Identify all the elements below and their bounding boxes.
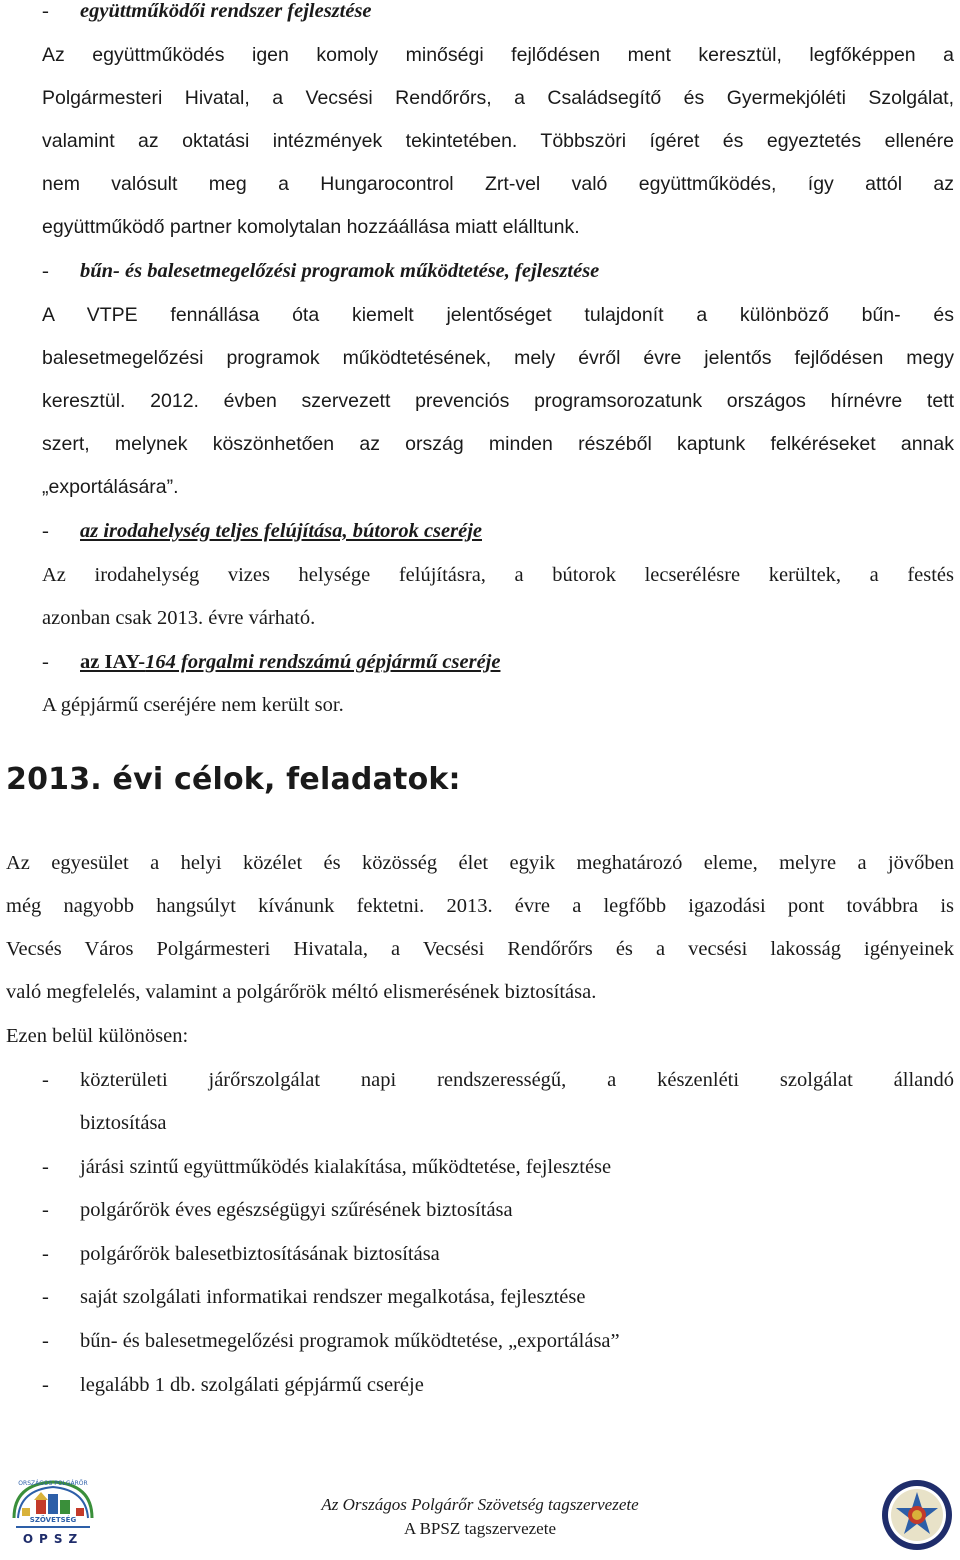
heading-text: együttműködői rendszer fejlesztése <box>80 0 372 22</box>
logo-top-text: ORSZÁGOS POLGÁRŐR <box>18 1480 88 1487</box>
list-intro: Ezen belül különösen: <box>6 1025 189 1047</box>
section-title: 2013. évi célok, feladatok: <box>6 762 461 797</box>
para-line: balesetmegelőzési programok működtetésének, mely évről évre jelentős fejlődésen megy <box>42 347 954 369</box>
logo-acronym: OPSZ <box>22 1532 84 1546</box>
dash: - <box>42 0 49 22</box>
heading-prefix: az IAY- <box>80 651 146 673</box>
para-line: együttműködő partner komolytalan hozzáállása miatt elálltunk. <box>42 216 580 238</box>
para-line: keresztül. 2012. évben szervezett prevenciós programsorozatunk országos hírnévre tett <box>42 390 954 412</box>
list-dash: - <box>42 1199 49 1221</box>
list-item-text: bűn- és balesetmegelőzési programok működtetése, „exportálása” <box>80 1330 620 1352</box>
list-dash: - <box>42 1243 49 1265</box>
list-item <box>42 1239 954 1269</box>
footer-line-1: Az Országos Polgárőr Szövetség tagszervezete <box>321 1495 639 1514</box>
dash: - <box>42 520 49 542</box>
list-item <box>42 1065 954 1138</box>
list-item-text: polgárőrök éves egészségügyi szűrésének biztosítása <box>80 1199 513 1221</box>
list-dash: - <box>42 1286 49 1308</box>
list-item-text: polgárőrök balesetbiztosításának biztosítása <box>80 1243 440 1265</box>
para-line: Az egyesület a helyi közélet és közösség élet egyik meghatározó eleme, melyre a jövőben <box>6 852 954 874</box>
para-line: azonban csak 2013. évre várható. <box>42 607 316 629</box>
para-line: Az irodahelység vizes helysége felújításra, a bútorok lecserélésre kerültek, a festés <box>42 564 954 586</box>
heading-text: bűn- és balesetmegelőzési programok működtetése, fejlesztése <box>80 260 600 282</box>
para-line: A gépjármű cseréjére nem került sor. <box>42 694 344 716</box>
footer-line-2: A BPSZ tagszervezete <box>403 1519 556 1538</box>
list-item-text: biztosítása <box>80 1112 167 1134</box>
dash: - <box>42 260 49 282</box>
list-item-text: saját szolgálati informatikai rendszer megalkotása, fejlesztése <box>80 1286 586 1308</box>
list-item <box>42 1370 954 1400</box>
list-dash: - <box>42 1330 49 1352</box>
heading-prevention <box>42 256 954 286</box>
para-line: valamint az oktatási intézmények tekintetében. Többszöri ígéret és egyeztetés ellenére <box>42 130 954 152</box>
para-line: „exportálására”. <box>42 476 179 498</box>
logo-mid-text: SZÖVETSÉG <box>29 1516 77 1524</box>
heading-text: 164 forgalmi rendszámú gépjármű cseréje <box>145 651 501 673</box>
heading-office <box>42 516 954 546</box>
heading-cooperation <box>42 0 954 26</box>
list-item-text: járási szintű együttműködés kialakítása, működtetése, fejlesztése <box>80 1156 612 1178</box>
para-line: Vecsés Város Polgármesteri Hivatala, a Vecsési Rendőrőrs és a vecsési lakosság igényeinek <box>6 938 954 960</box>
list-item <box>42 1282 954 1312</box>
polgarorseg-seal-logo <box>880 1478 954 1552</box>
list-item <box>42 1195 954 1225</box>
para-line: Az együttműködés igen komoly minőségi fejlődésen ment keresztül, legfőképpen a <box>42 44 954 66</box>
para-line: még nagyobb hangsúlyt kívánunk fektetni. 2013. évre a legfőbb igazodási pont továbbra is <box>6 895 954 917</box>
heading-vehicle <box>42 647 954 677</box>
heading-text: az irodahelység teljes felújítása, bútorok cseréje <box>80 520 482 542</box>
list-item <box>42 1152 954 1182</box>
para-line: A VTPE fennállása óta kiemelt jelentőséget tulajdonít a különböző bűn- és <box>42 304 954 326</box>
para-line: Polgármesteri Hivatal, a Vecsési Rendőrőrs, a Családsegítő és Gyermekjóléti Szolgálat, <box>42 87 954 109</box>
para-line: való megfelelés, valamint a polgárőrök méltó elismerésének biztosítása. <box>6 981 597 1003</box>
list-item <box>42 1326 954 1356</box>
list-dash: - <box>42 1069 49 1091</box>
list-item-text: legalább 1 db. szolgálati gépjármű cseréje <box>80 1374 424 1396</box>
seal-graphic <box>880 1478 954 1552</box>
list-dash: - <box>42 1374 49 1396</box>
para-line: nem valósult meg a Hungarocontrol Zrt-vel való együttműködés, így attól az <box>42 173 954 195</box>
list-dash: - <box>42 1156 49 1178</box>
list-item-text: közterületi járőrszolgálat napi rendszerességű, a készenléti szolgálat állandó <box>80 1069 954 1091</box>
dash: - <box>42 651 49 673</box>
para-line: szert, melynek köszönhetően az ország minden részéből kaptunk felkéréseket annak <box>42 433 954 455</box>
